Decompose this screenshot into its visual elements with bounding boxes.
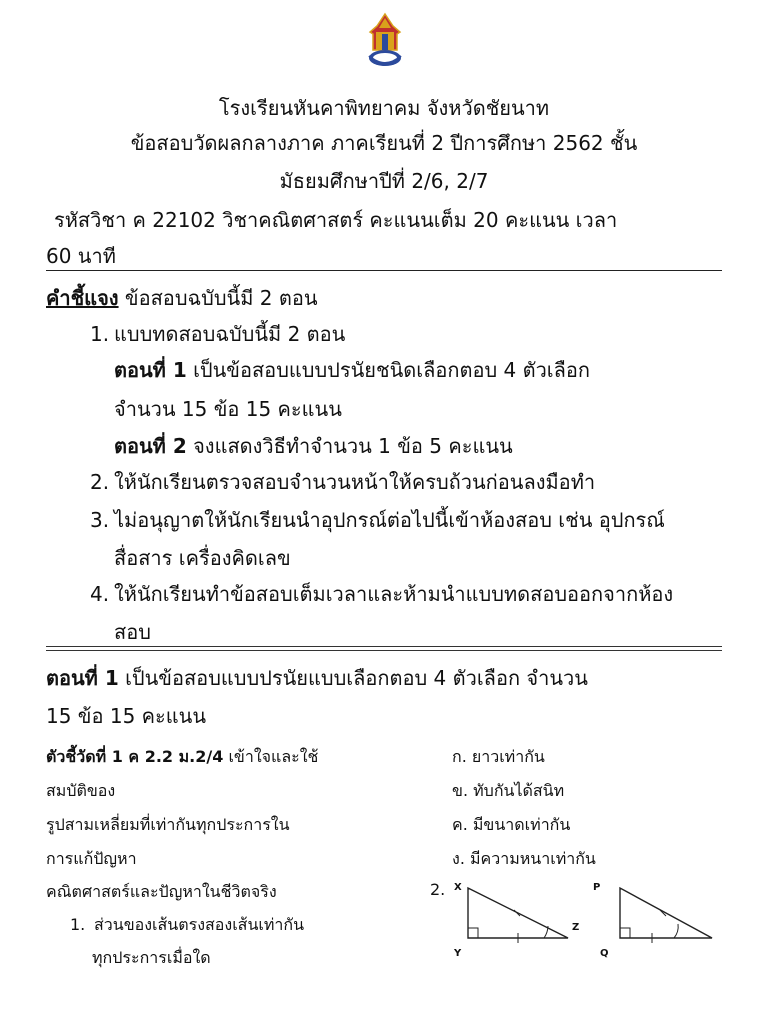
vertex-x-label: X — [454, 882, 462, 893]
instructions-heading: คำชี้แจง ข้อสอบฉบับนี้มี 2 ตอน — [46, 286, 318, 310]
choice-c[interactable]: ค. มีขนาดเท่ากัน — [452, 815, 571, 834]
question-1-cont: ทุกประการเมื่อใด — [92, 948, 211, 967]
instruction-item-2: 2. ให้นักเรียนตรวจสอบจำนวนหน้าให้ครบถ้วนก่อนลงมือทำ — [90, 470, 596, 494]
choice-d[interactable]: ง. มีความหนาเท่ากัน — [452, 849, 596, 868]
vertex-z-label: Z — [572, 922, 580, 933]
school-logo — [364, 12, 406, 74]
indicator-line: คณิตศาสตร์และปัญหาในชีวิตจริง — [46, 882, 277, 901]
part1-description: ตอนที่ 1 เป็นข้อสอบแบบปรนัยชนิดเลือกตอบ 4 ตัวเลือก — [114, 358, 591, 382]
instruction-item-4: 4. ให้นักเรียนทำข้อสอบเต็มเวลาและห้ามนำแบบทดสอบออกจากห้อง — [90, 582, 674, 606]
instruction-item-4-cont: สอบ — [114, 620, 151, 644]
school-name: โรงเรียนหันคาพิทยาคม จังหวัดชัยนาท — [218, 96, 550, 120]
section-heading: ตอนที่ 1 เป็นข้อสอบแบบปรนัยแบบเลือกตอบ 4 ตัวเลือก จำนวน — [46, 666, 588, 690]
indicator: ตัวชี้วัดที่ 1 ค 2.2 ม.2/4 เข้าใจและใช้ — [46, 747, 319, 766]
header-divider — [46, 270, 722, 271]
subject-line: รหัสวิชา ค 22102 วิชาคณิตศาสตร์ คะแนนเต็ม 20 คะแนน เวลา — [54, 208, 618, 232]
exam-title: ข้อสอบวัดผลกลางภาค ภาคเรียนที่ 2 ปีการศึกษา 2562 ชั้น — [130, 131, 638, 155]
triangle-xyz-figure — [448, 880, 601, 964]
part1-description-cont: จำนวน 15 ข้อ 15 คะแนน — [114, 397, 342, 421]
vertex-p-label: P — [593, 882, 601, 893]
vertex-q-label: Q — [600, 948, 609, 959]
class-line: มัธยมศึกษาปีที่ 2/6, 2/7 — [279, 169, 489, 193]
triangle-pq-figure — [593, 880, 722, 964]
indicator-line: สมบัติของ — [46, 781, 116, 800]
time-line: 60 นาที — [46, 244, 116, 268]
section-divider — [46, 646, 722, 651]
question-1: 1. ส่วนของเส้นตรงสองเส้นเท่ากัน — [70, 915, 304, 934]
question-2-number: 2. — [430, 880, 446, 899]
part2-description: ตอนที่ 2 จงแสดงวิธีทำจำนวน 1 ข้อ 5 คะแนน — [114, 434, 513, 458]
indicator-line: การแก้ปัญหา — [46, 849, 137, 868]
choice-a[interactable]: ก. ยาวเท่ากัน — [452, 747, 545, 766]
vertex-y-label: Y — [454, 948, 462, 959]
instruction-item-1: 1. แบบทดสอบฉบับนี้มี 2 ตอน — [90, 322, 346, 346]
choice-b[interactable]: ข. ทับกันได้สนิท — [452, 781, 565, 800]
instruction-item-3-cont: สื่อสาร เครื่องคิดเลข — [114, 546, 291, 570]
section-heading-cont: 15 ข้อ 15 คะแนน — [46, 704, 207, 728]
indicator-line: รูปสามเหลี่ยมที่เท่ากันทุกประการใน — [46, 815, 290, 834]
instruction-item-3: 3. ไม่อนุญาตให้นักเรียนนำอุปกรณ์ต่อไปนี้เข้าห้องสอบ เช่น อุปกรณ์ — [90, 508, 665, 532]
